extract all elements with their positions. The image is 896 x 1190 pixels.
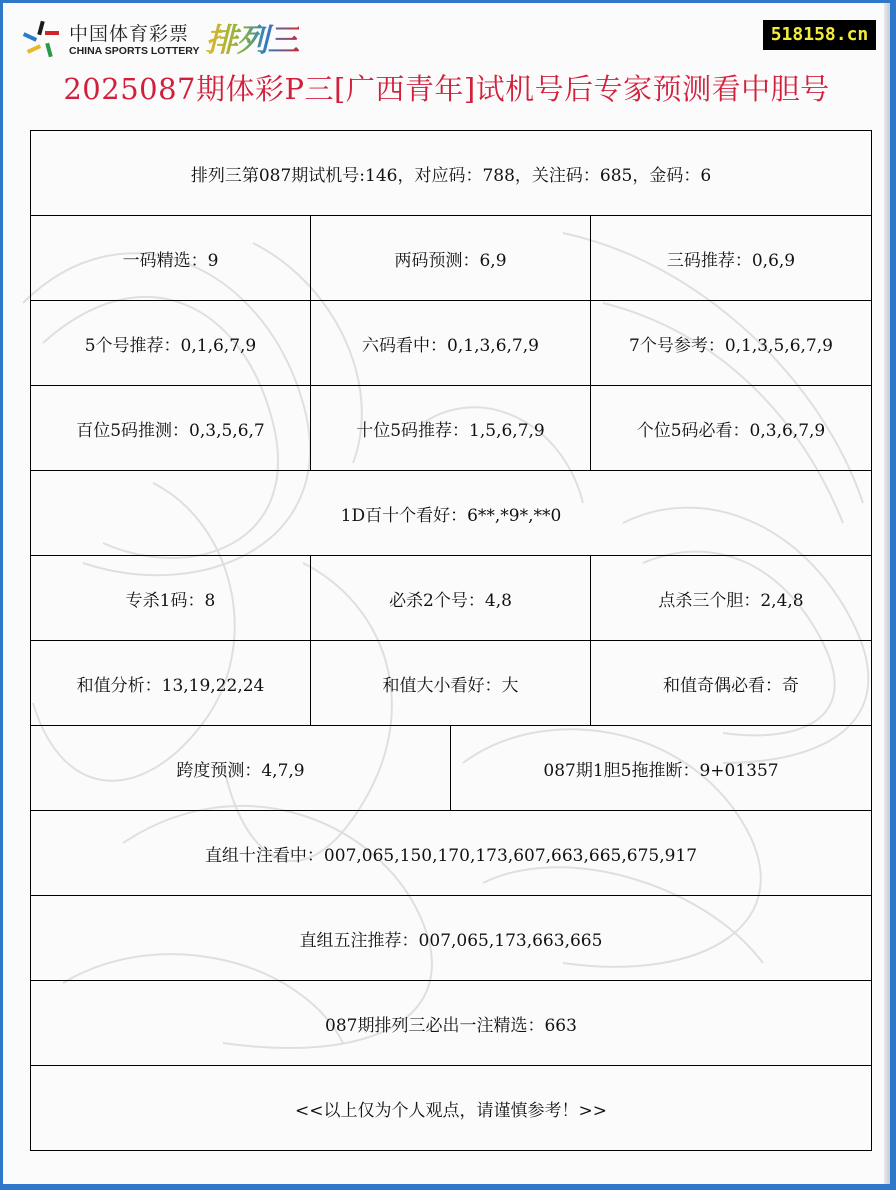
kill-two-numbers-cell: 必杀2个号：4,8 bbox=[311, 556, 591, 640]
units-position-cell: 个位5码必看：0,3,6,7,9 bbox=[636, 420, 826, 441]
single-pick-cell: 087期排列三必出一注精选：663 bbox=[325, 1015, 577, 1036]
logo-english-text: CHINA SPORTS LOTTERY bbox=[69, 45, 200, 57]
sum-analysis-cell: 和值分析：13,19,22,24 bbox=[31, 641, 311, 725]
ten-straight-picks-cell: 直组十注看中：007,065,150,170,173,607,663,665,675,917 bbox=[204, 845, 698, 866]
kill-three-cell: 点杀三个胆：2,4,8 bbox=[658, 590, 804, 611]
five-straight-picks-cell: 直组五注推荐：007,065,173,663,665 bbox=[299, 930, 603, 951]
logo-chinese-text: 中国体育彩票 bbox=[69, 23, 190, 45]
lottery-star-icon bbox=[21, 19, 63, 61]
table-row bbox=[31, 1066, 871, 1151]
table-row bbox=[31, 981, 871, 1066]
trial-number-cell: 排列三第087期试机号:146，对应码：788，关注码：685，金码：6 bbox=[190, 165, 712, 186]
table-row bbox=[31, 216, 871, 301]
six-code-cell: 六码看中：0,1,3,6,7,9 bbox=[311, 301, 591, 385]
one-code-cell: 一码精选：9 bbox=[31, 216, 311, 300]
table-row bbox=[31, 386, 871, 471]
hundreds-position-cell: 百位5码推测：0,3,5,6,7 bbox=[31, 386, 311, 470]
page-frame bbox=[3, 3, 890, 1184]
table-row bbox=[31, 131, 871, 216]
logo-game-name: 排列三 bbox=[205, 21, 299, 59]
prediction-table bbox=[30, 130, 872, 1151]
span-prediction-cell: 跨度预测：4,7,9 bbox=[31, 726, 451, 810]
two-code-cell: 两码预测：6,9 bbox=[311, 216, 591, 300]
kill-one-code-cell: 专杀1码：8 bbox=[31, 556, 311, 640]
table-row bbox=[31, 896, 871, 981]
one-plus-five-cell: 087期1胆5拖推断：9+01357 bbox=[543, 760, 779, 781]
sum-parity-cell: 和值奇偶必看：奇 bbox=[663, 675, 799, 696]
table-row bbox=[31, 301, 871, 386]
1d-position-cell: 1D百十个看好：6**,*9*,**0 bbox=[340, 505, 562, 526]
five-number-cell: 5个号推荐：0,1,6,7,9 bbox=[31, 301, 311, 385]
disclaimer-cell: <<以上仅为个人观点，请谨慎参考！>> bbox=[295, 1100, 607, 1121]
tens-position-cell: 十位5码推荐：1,5,6,7,9 bbox=[311, 386, 591, 470]
table-row bbox=[31, 471, 871, 556]
seven-number-cell: 7个号参考：0,1,3,5,6,7,9 bbox=[629, 335, 833, 356]
table-row bbox=[31, 641, 871, 726]
sum-size-cell: 和值大小看好：大 bbox=[311, 641, 591, 725]
table-row bbox=[31, 556, 871, 641]
site-badge: 518158.cn bbox=[763, 20, 876, 50]
page-title: 2025087期体彩P三[广西青年]试机号后专家预测看中胆号 bbox=[63, 72, 830, 106]
three-code-cell: 三码推荐：0,6,9 bbox=[666, 250, 796, 271]
table-row bbox=[31, 726, 871, 811]
table-row bbox=[31, 811, 871, 896]
china-sports-lottery-logo bbox=[21, 19, 299, 61]
